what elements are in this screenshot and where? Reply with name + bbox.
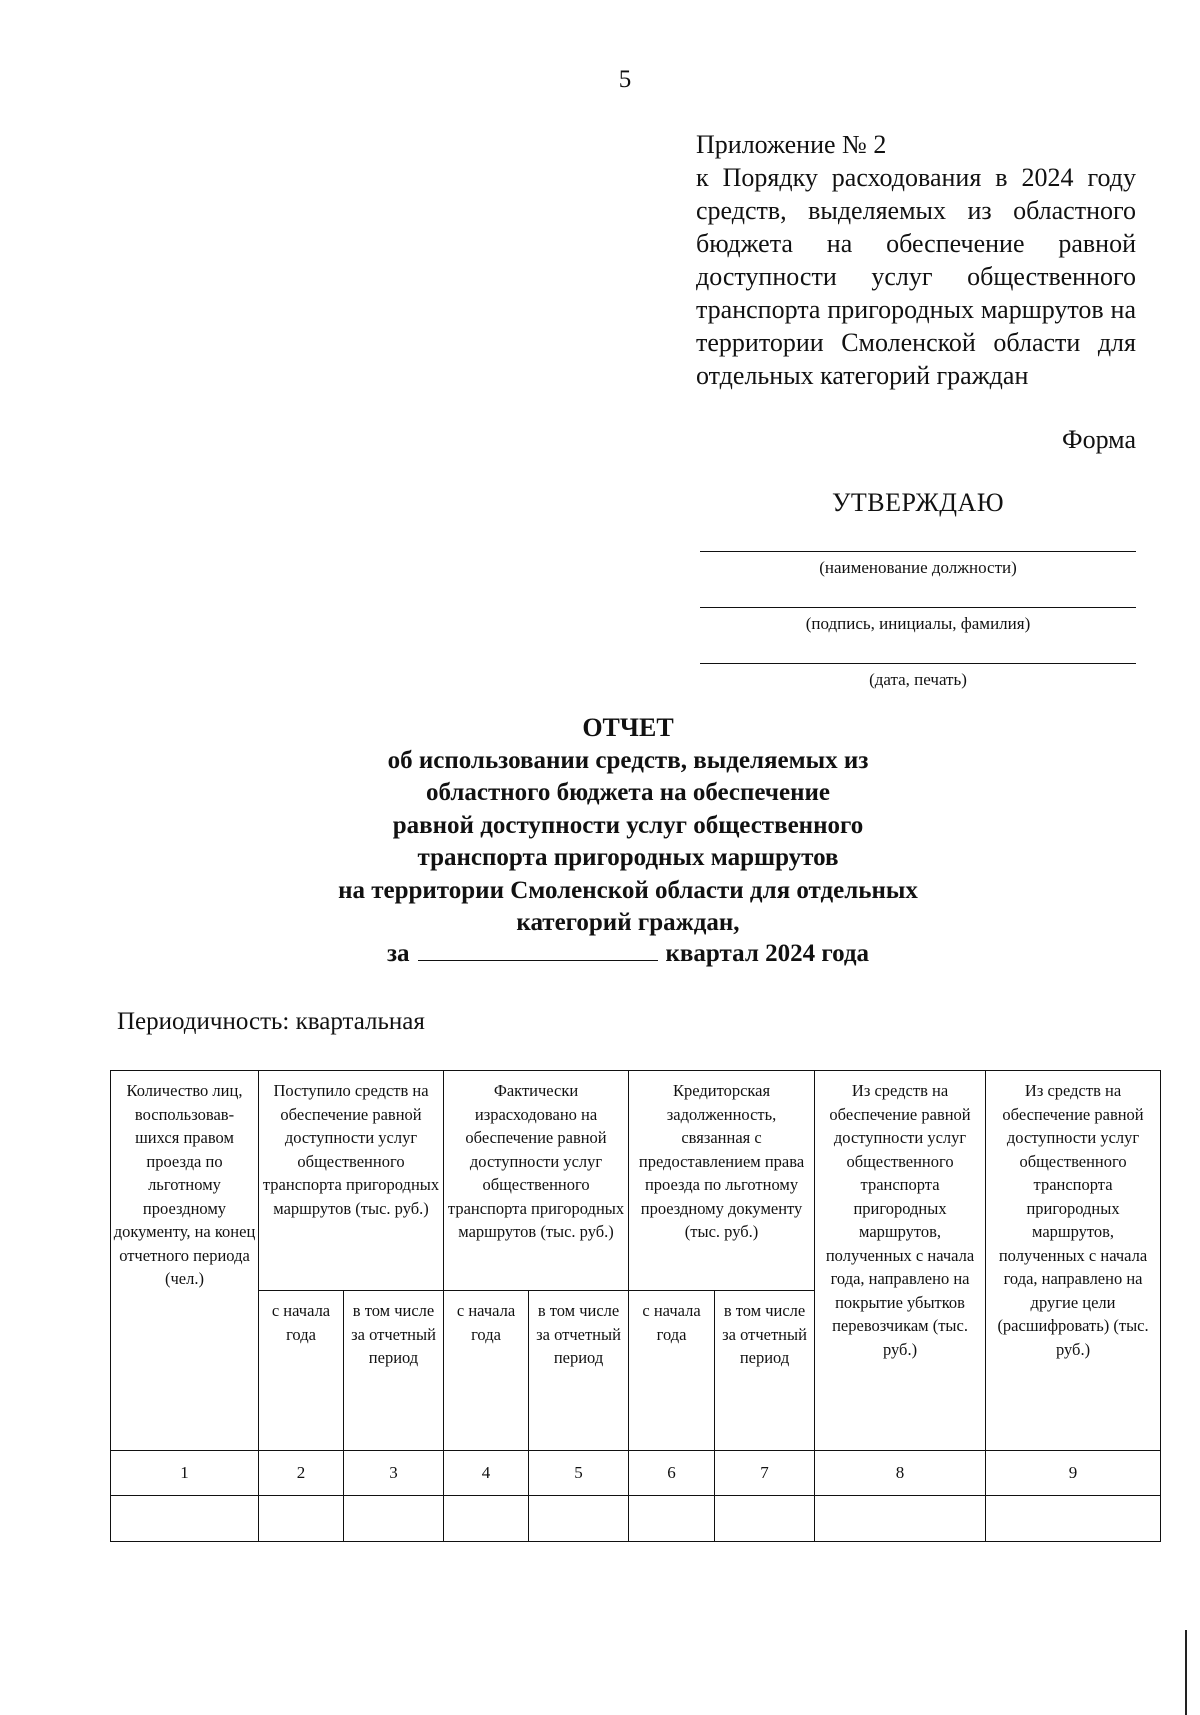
subheader-since-start: с начала года <box>629 1291 715 1451</box>
data-cell[interactable] <box>444 1496 529 1542</box>
data-cell[interactable] <box>629 1496 715 1542</box>
header-row <box>111 1071 1161 1291</box>
subheader-since-start: с начала года <box>444 1291 529 1451</box>
header-accounts-payable: Кредиторская задолженность, связанная с предоставлением права проезда по льготному проездному документу (тыс. руб.) <box>629 1071 815 1291</box>
subheader-reporting-period: в том числе за отчетный период <box>344 1291 444 1451</box>
quarter-blank-field[interactable] <box>418 938 658 961</box>
column-number: 5 <box>529 1451 629 1496</box>
data-row <box>111 1496 1161 1542</box>
column-number: 2 <box>259 1451 344 1496</box>
appendix-block <box>696 128 1136 392</box>
data-cell[interactable] <box>986 1496 1161 1542</box>
report-table <box>110 1070 1161 1542</box>
data-cell[interactable] <box>529 1496 629 1542</box>
header-other-purposes: Из средств на обеспечение равной доступности услуг общественного транспорта пригородных маршрутов, полученных с начала года, направлено на другие цели (расшифровать) (тыс. руб.) <box>986 1071 1161 1451</box>
report-title: ОТЧЕТ <box>582 713 674 742</box>
report-subtitle-line: об использовании средств, выделяемых из <box>387 746 869 774</box>
subheader-since-start: с начала года <box>259 1291 344 1451</box>
column-number: 7 <box>715 1451 815 1496</box>
position-caption: (наименование должности) <box>819 558 1017 577</box>
date-line <box>700 663 1136 664</box>
signature-caption: (подпись, инициалы, фамилия) <box>805 614 1031 633</box>
report-period-line <box>250 938 1006 968</box>
report-subtitle-line: транспорта пригородных маршрутов <box>417 844 839 871</box>
report-subtitle-line: категорий граждан, <box>516 909 740 936</box>
column-number: 6 <box>629 1451 715 1496</box>
signature-line <box>700 607 1136 608</box>
column-number: 4 <box>444 1451 529 1496</box>
subheader-reporting-period: в том числе за отчетный период <box>529 1291 629 1451</box>
data-cell[interactable] <box>715 1496 815 1542</box>
data-cell[interactable] <box>259 1496 344 1542</box>
data-cell[interactable] <box>111 1496 259 1542</box>
header-funds-spent: Фактически израсходовано на обеспечение равной доступности услуг общественного транспорта пригородных маршрутов (тыс. руб.) <box>444 1071 629 1291</box>
periodicity-label: Периодичность: квартальная <box>117 1008 425 1035</box>
approval-heading: УТВЕРЖДАЮ <box>831 488 1005 517</box>
report-subtitle-line: равной доступности услуг общественного <box>392 811 864 839</box>
column-number-row <box>111 1451 1161 1496</box>
subheader-reporting-period: в том числе за отчетный период <box>715 1291 815 1451</box>
header-funds-received: Поступило средств на обеспечение равной доступности услуг общественного транспорта пригородных маршрутов (тыс. руб.) <box>259 1071 444 1291</box>
column-number: 3 <box>344 1451 444 1496</box>
header-people-count: Количество лиц, воспользовав-шихся правом проезда по льготному проездному документу, на конец отчетного периода (чел.) <box>111 1071 259 1451</box>
appendix-body: к Порядку расходования в 2024 году средств, выделяемых из областного бюджета на обеспечение равной доступности услуг общественного транспорта пригородных маршрутов на территории Смоленской области для отдельных категорий граждан <box>696 163 1136 390</box>
column-number: 1 <box>111 1451 259 1496</box>
appendix-title: Приложение № 2 <box>696 130 887 159</box>
position-line <box>700 551 1136 552</box>
data-cell[interactable] <box>344 1496 444 1542</box>
date-caption: (дата, печать) <box>869 670 967 689</box>
report-title-block <box>250 712 1006 940</box>
form-label: Форма <box>1062 425 1136 454</box>
period-suffix: квартал 2024 года <box>665 940 869 967</box>
page-number: 5 <box>618 66 632 93</box>
period-prefix: за <box>386 940 410 967</box>
data-cell[interactable] <box>815 1496 986 1542</box>
column-number: 8 <box>815 1451 986 1496</box>
header-carrier-losses: Из средств на обеспечение равной доступности услуг общественного транспорта пригородных маршрутов, полученных с начала года, направлено на покрытие убытков перевозчикам (тыс. руб.) <box>815 1071 986 1451</box>
column-number: 9 <box>986 1451 1161 1496</box>
report-subtitle-line: на территории Смоленской области для отдельных <box>338 876 918 904</box>
scan-edge-line <box>1185 1630 1187 1715</box>
report-subtitle-line: областного бюджета на обеспечение <box>425 779 831 806</box>
